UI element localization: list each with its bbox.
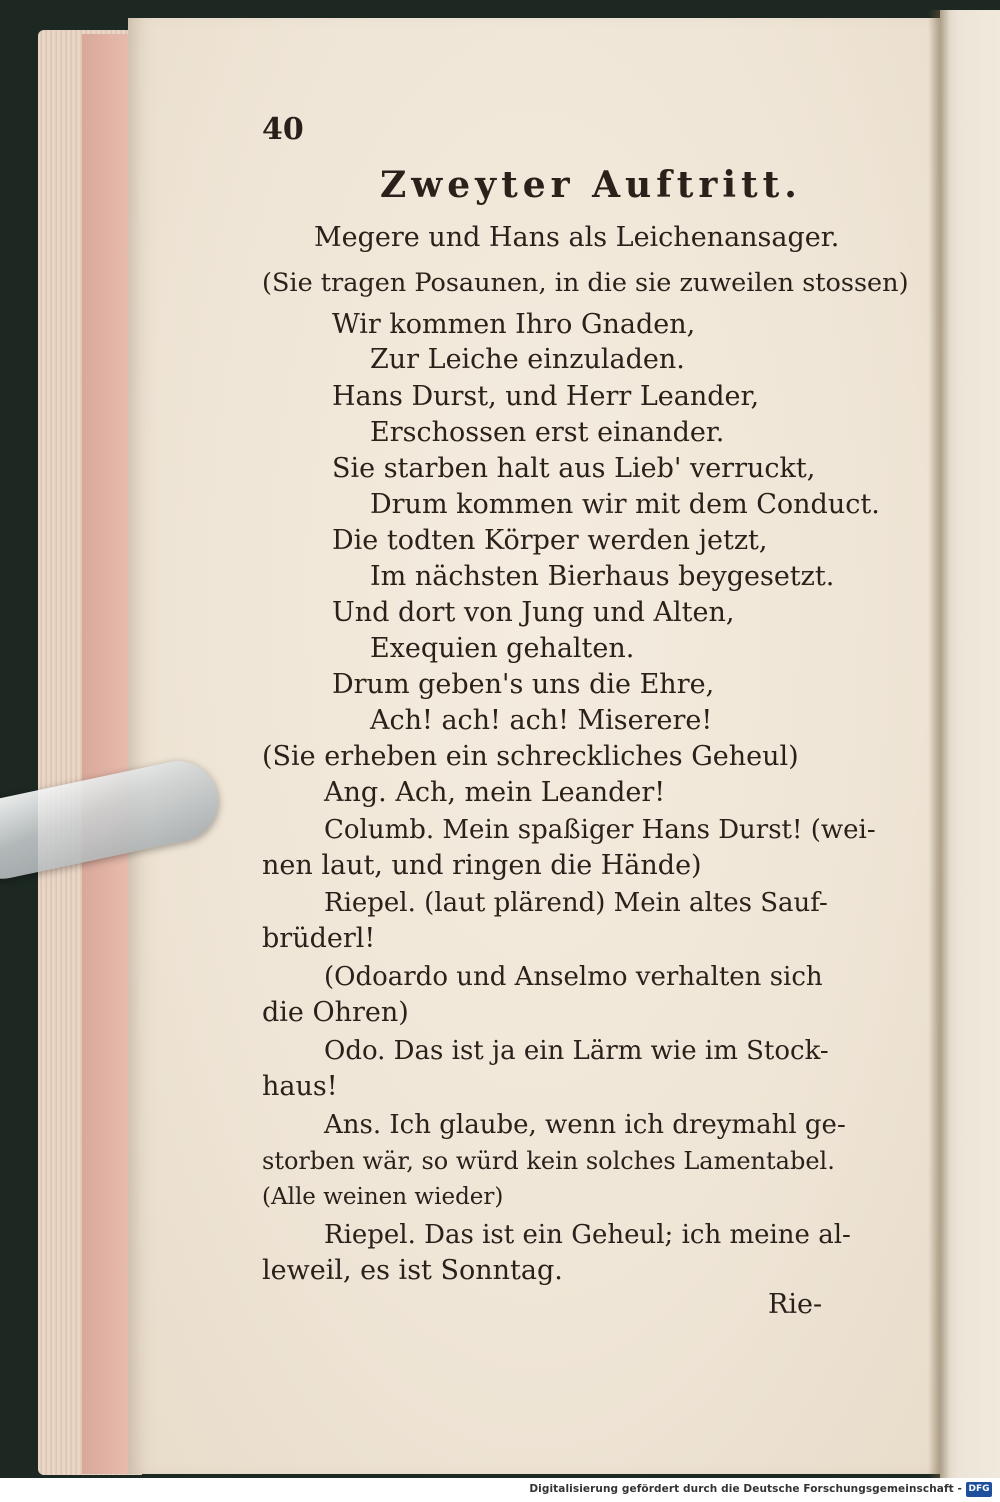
dfg-logo: DFG: [966, 1482, 992, 1497]
stage-direction: die Ohren): [262, 997, 409, 1028]
verse-line: Hans Durst, und Herr Leander,: [332, 381, 760, 412]
footer-credit: Digitalisierung gefördert durch die Deutsche Forschungsgemeinschaft -: [529, 1483, 962, 1495]
stage-direction: (Sie erheben ein schreckliches Geheul): [262, 741, 799, 772]
verse-line: Und dort von Jung und Alten,: [332, 597, 735, 628]
verse-line: Wir kommen Ihro Gnaden,: [332, 309, 696, 340]
scene-heading: Zweyter Auftritt.: [380, 164, 802, 206]
dialogue-line: Riepel. (laut plärend) Mein altes Sauf-: [324, 888, 828, 918]
book-gutter: [928, 10, 950, 1478]
stage-direction: (Sie tragen Posaunen, in die sie zuweilen stossen): [262, 268, 909, 298]
dialogue-line: Riepel. Das ist ein Geheul; ich meine al-: [324, 1220, 851, 1250]
verse-line: Ach! ach! ach! Miserere!: [370, 705, 713, 736]
dialogue-line: brüderl!: [262, 923, 376, 954]
verse-line: Im nächsten Bierhaus beygesetzt.: [370, 561, 835, 592]
dialogue-line: Columb. Mein spaßiger Hans Durst! (wei-: [324, 815, 876, 845]
dialogue-line: storben wär, so würd kein solches Lamentabel.: [262, 1147, 835, 1175]
verse-line: Erschossen erst einander.: [370, 417, 725, 448]
dialogue-line: Ans. Ich glaube, wenn ich dreymahl ge-: [324, 1110, 846, 1140]
verse-line: Sie starben halt aus Lieb' verruckt,: [332, 453, 816, 484]
dialogue-line: nen laut, und ringen die Hände): [262, 850, 702, 881]
page-number: 40: [262, 112, 304, 147]
stage-direction: (Odoardo und Anselmo verhalten sich: [324, 962, 823, 992]
cast-line: Megere und Hans als Leichenansager.: [314, 222, 840, 253]
catchword: Rie-: [768, 1289, 823, 1320]
verse-line: Exequien gehalten.: [370, 633, 635, 664]
verse-line: Drum geben's uns die Ehre,: [332, 669, 715, 700]
dialogue-line: Odo. Das ist ja ein Lärm wie im Stock-: [324, 1036, 829, 1066]
verse-line: Zur Leiche einzuladen.: [370, 344, 685, 375]
dialogue-line: Ang. Ach, mein Leander!: [324, 777, 666, 808]
dialogue-line: haus!: [262, 1071, 338, 1102]
verse-line: Die todten Körper werden jetzt,: [332, 525, 768, 556]
dialogue-line: leweil, es ist Sonntag.: [262, 1255, 563, 1286]
stage-direction: (Alle weinen wieder): [262, 1184, 504, 1210]
verse-line: Drum kommen wir mit dem Conduct.: [370, 489, 880, 520]
